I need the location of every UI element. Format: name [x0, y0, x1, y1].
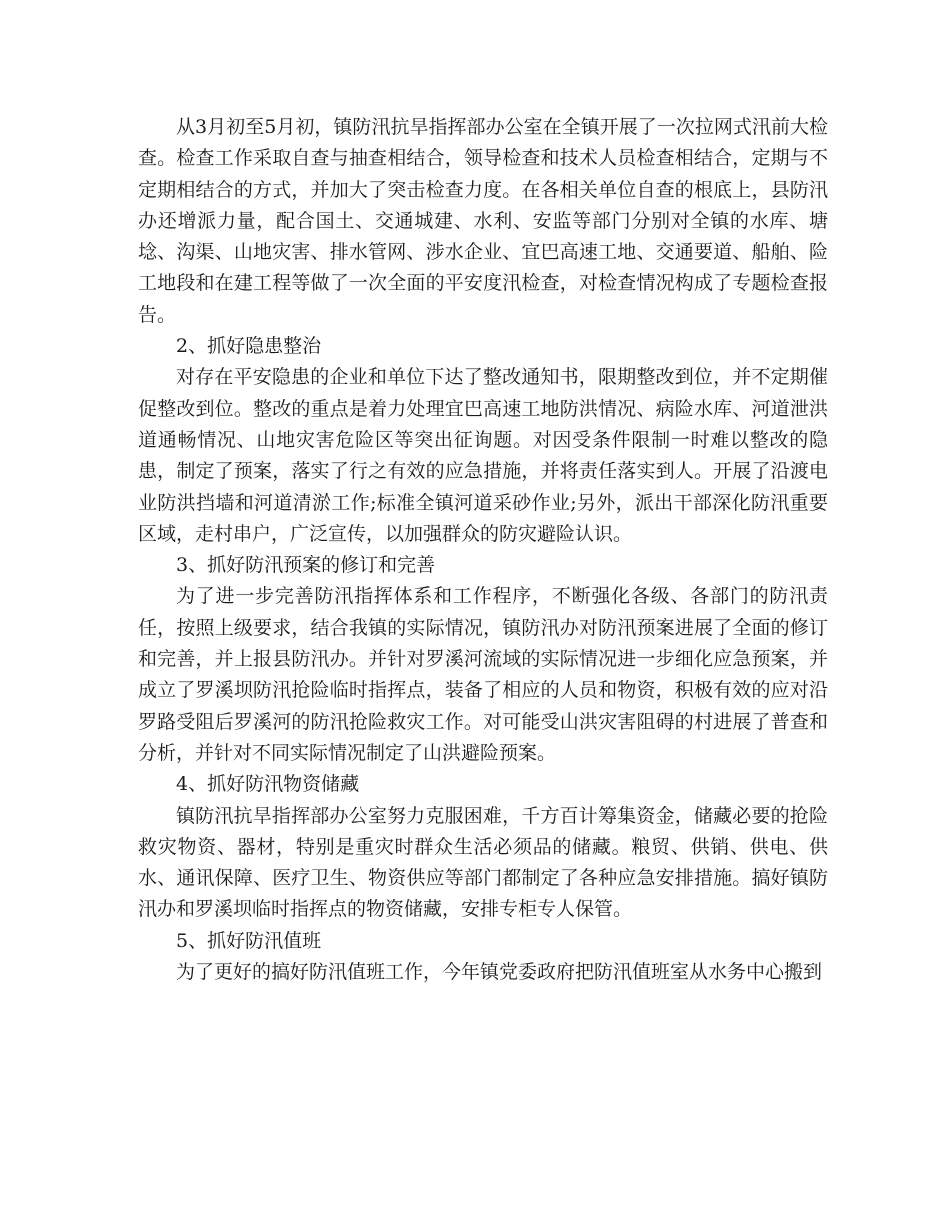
- heading-duty-shift: 5、抓好防汛值班: [176, 929, 322, 952]
- heading-material-storage: 4、抓好防汛物资储藏: [176, 773, 360, 796]
- paragraph-duty-shift: 为了更好的搞好防汛值班工作，今年镇党委政府把防汛值班室从水务中心搬到: [176, 961, 823, 984]
- paragraph-inspection: 从3月初至5月初，镇防汛抗旱指挥部办公室在全镇开展了一次拉网式汛前大检查。检查工作采取自查与抽查相结合，领导检查和技术人员检查相结合，定期与不定期相结合的方式，并加大了突击检查力度。在各相关单位自查的根底上，县防汛办还增派力量，配合国土、交通城建、水利、安监等部门分别对全镇的水库、塘埝、沟渠、山地灾害、排水管网、涉水企业、宜巴高速工地、交通要道、船舶、险工地段和在建工程等做了一次全面的平安度汛检查，对检查情况构成了专题检查报告。: [138, 116, 828, 326]
- heading-plan-revision: 3、抓好防汛预案的修订和完善: [176, 554, 436, 577]
- paragraph-hazard-rectification: 对存在平安隐患的企业和单位下达了整改通知书，限期整改到位，并不定期催促整改到位。整改的重点是着力处理宜巴高速工地防洪情况、病险水库、河道泄洪道通畅情况、山地灾害危险区等突出征询题。对因受条件限制一时难以整改的隐患，制定了预案，落实了行之有效的应急措施，并将责任落实到人。开展了沿渡电业防洪挡墙和河道清淤工作;标准全镇河道采砂作业;另外，派出干部深化防汛重要区域，走村串户，广泛宣传，以加强群众的防灾避险认识。: [138, 366, 828, 545]
- document-body: [138, 112, 828, 988]
- paragraph-material-storage: 镇防汛抗旱指挥部办公室努力克服困难，千方百计筹集资金，储藏必要的抢险救灾物资、器材，特别是重灾时群众生活必须品的储藏。粮贸、供销、供电、供水、通讯保障、医疗卫生、物资供应等部门都制定了各种应急安排措施。搞好镇防汛办和罗溪坝临时指挥点的物资储藏，安排专柜专人保管。: [138, 804, 828, 921]
- heading-hazard-rectification: 2、抓好隐患整治: [176, 335, 322, 358]
- paragraph-plan-revision: 为了进一步完善防汛指挥体系和工作程序，不断强化各级、各部门的防汛责任，按照上级要求，结合我镇的实际情况，镇防汛办对防汛预案进展了全面的修订和完善，并上报县防汛办。并针对罗溪河流域的实际情况进一步细化应急预案，并成立了罗溪坝防汛抢险临时指挥点，装备了相应的人员和物资，积极有效的应对沿罗路受阻后罗溪河的防汛抢险救灾工作。对可能受山洪灾害阻碍的村进展了普查和分析，并针对不同实际情况制定了山洪避险预案。: [138, 585, 828, 764]
